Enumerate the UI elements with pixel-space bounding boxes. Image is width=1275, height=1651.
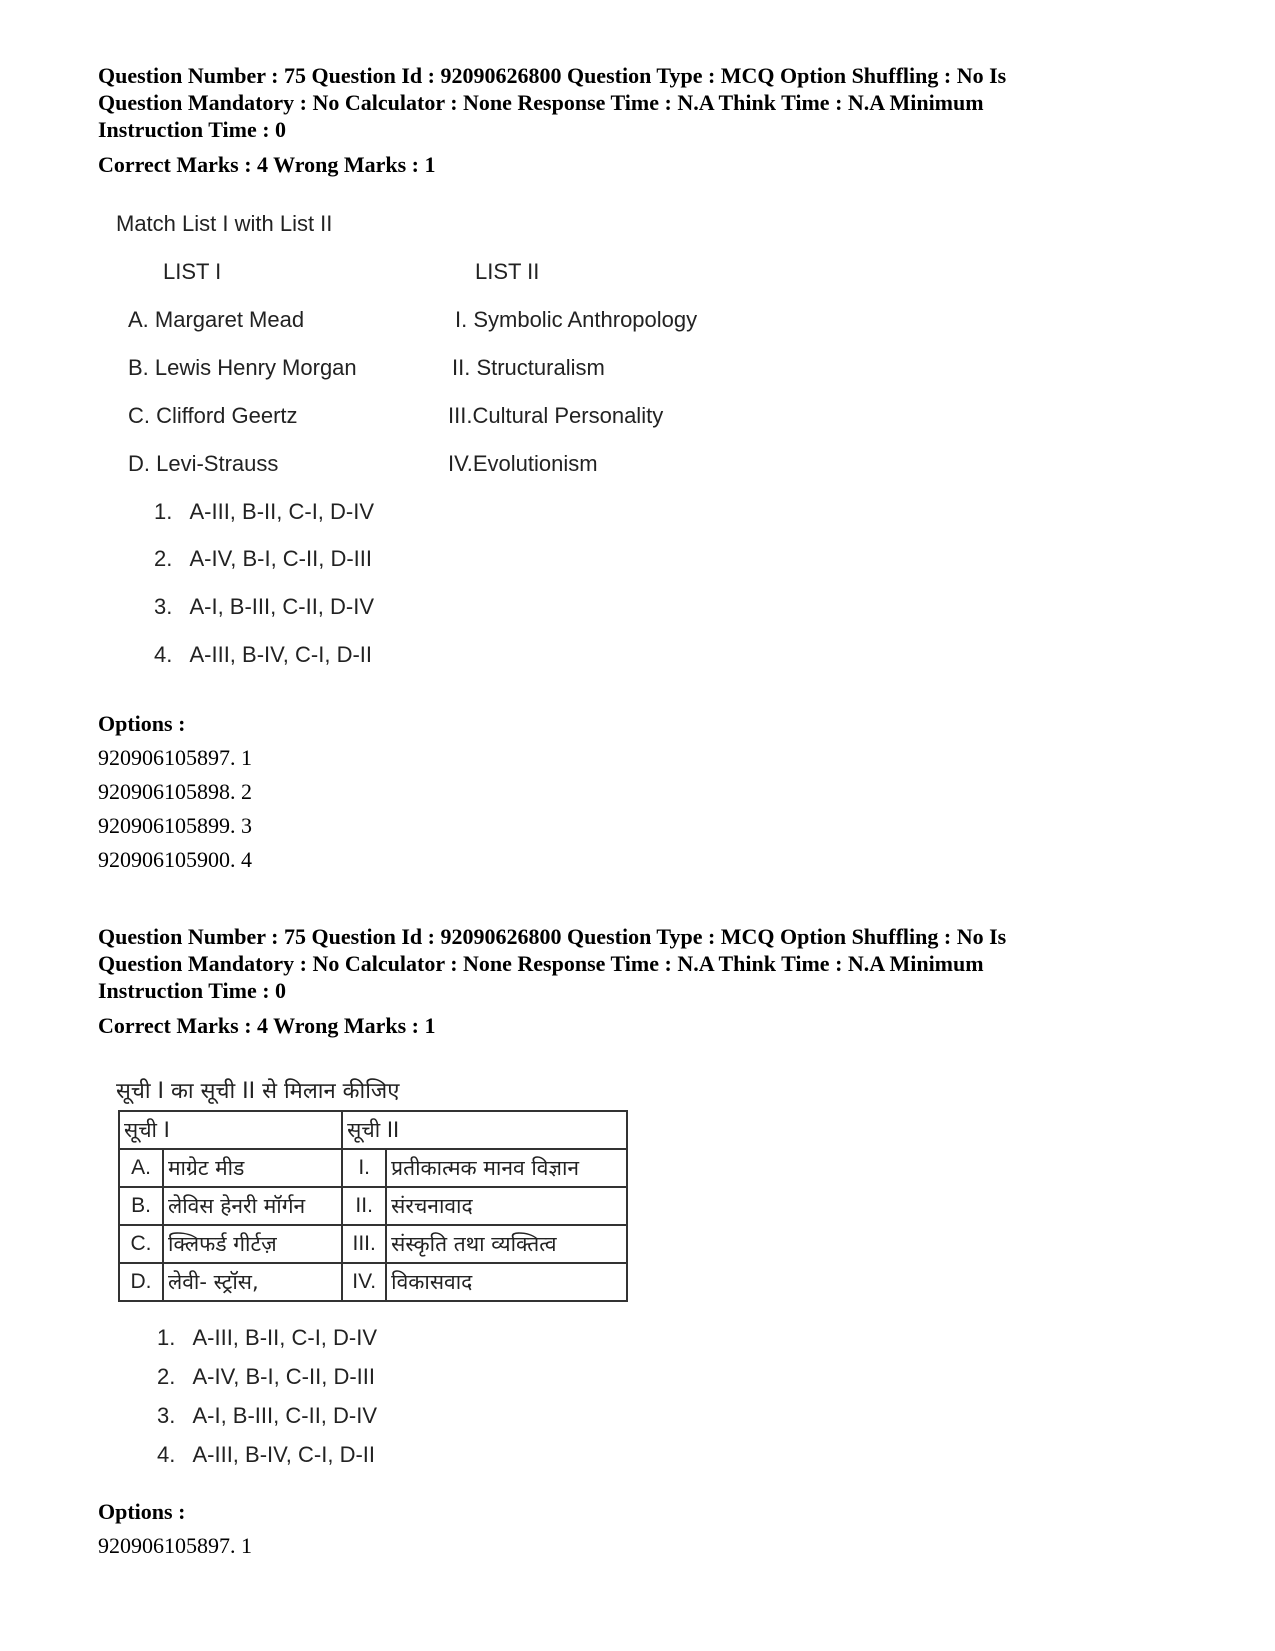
option-item: 920906105897. 1 <box>98 1533 252 1558</box>
list1-item: A. Margaret Mead <box>128 307 305 332</box>
question-title: सूची I का सूची II से मिलान कीजिए <box>116 1079 400 1104</box>
list1-item: D. Levi-Strauss <box>128 451 279 476</box>
row-numeral: I. <box>342 1149 386 1187</box>
list2-cell: संरचनावाद <box>386 1187 627 1225</box>
options-section-2 <box>98 1498 1178 1563</box>
list1-item: B. Lewis Henry Morgan <box>128 355 357 380</box>
table-row <box>119 1263 627 1301</box>
row-numeral: IV. <box>342 1263 386 1301</box>
row-numeral: II. <box>342 1187 386 1225</box>
table-header-row <box>119 1111 627 1149</box>
option-item: 920906105898. 2 <box>98 779 252 804</box>
list2-item: II. Structuralism <box>452 355 605 380</box>
list2-cell: विकासवाद <box>386 1263 627 1301</box>
list2-item: IV.Evolutionism <box>448 451 598 476</box>
list1-cell: लेवी- स्ट्रॉस, <box>163 1263 342 1301</box>
option-item: 920906105900. 4 <box>98 847 252 872</box>
list2-item: III.Cultural Personality <box>448 403 664 428</box>
table-row <box>119 1187 627 1225</box>
question-title: Match List I with List II <box>116 211 333 236</box>
meta-line: Instruction Time : 0 <box>98 117 287 142</box>
options-label: Options : <box>98 711 186 736</box>
answer-choice: 3. A-I, B-III, C-II, D-IV <box>154 594 375 619</box>
answer-choice: 3. A-I, B-III, C-II, D-IV <box>157 1403 378 1428</box>
row-numeral: III. <box>342 1225 386 1263</box>
answer-choice: 1. A-III, B-II, C-I, D-IV <box>154 499 375 524</box>
meta-line: Question Number : 75 Question Id : 92090626800 Question Type : MCQ Option Shuffling : No Is <box>98 63 1007 88</box>
list2-cell: संस्कृति तथा व्यक्तित्व <box>386 1225 627 1263</box>
answer-choice: 1. A-III, B-II, C-I, D-IV <box>157 1325 378 1350</box>
question-header-2 <box>98 923 1178 1039</box>
table-header: सूची I <box>119 1111 342 1149</box>
list1-cell: क्लिफर्ड गीर्टज़ <box>163 1225 342 1263</box>
row-letter: D. <box>119 1263 163 1301</box>
row-letter: B. <box>119 1187 163 1225</box>
list1-cell: माग्रेट मीड <box>163 1149 342 1187</box>
option-item: 920906105899. 3 <box>98 813 252 838</box>
list2-heading: LIST II <box>475 259 540 284</box>
options-label: Options : <box>98 1499 186 1524</box>
table-row <box>119 1149 627 1187</box>
row-letter: A. <box>119 1149 163 1187</box>
list2-cell: प्रतीकात्मक मानव विज्ञान <box>386 1149 627 1187</box>
answer-choice: 4. A-III, B-IV, C-I, D-II <box>154 642 373 667</box>
row-letter: C. <box>119 1225 163 1263</box>
meta-line: Question Number : 75 Question Id : 92090626800 Question Type : MCQ Option Shuffling : No Is <box>98 924 1007 949</box>
list2-item: I. Symbolic Anthropology <box>455 307 698 332</box>
question-header-1 <box>98 62 1178 178</box>
meta-line: Question Mandatory : No Calculator : None Response Time : N.A Think Time : N.A Minimum <box>98 90 984 115</box>
marks-line: Correct Marks : 4 Wrong Marks : 1 <box>98 1013 436 1038</box>
answer-choice: 2. A-IV, B-I, C-II, D-III <box>157 1364 376 1389</box>
match-table <box>118 1110 628 1302</box>
list1-item: C. Clifford Geertz <box>128 403 298 428</box>
table-row <box>119 1225 627 1263</box>
meta-line: Instruction Time : 0 <box>98 978 287 1003</box>
option-item: 920906105897. 1 <box>98 745 252 770</box>
meta-line: Question Mandatory : No Calculator : None Response Time : N.A Think Time : N.A Minimum <box>98 951 984 976</box>
answer-choice: 2. A-IV, B-I, C-II, D-III <box>154 546 373 571</box>
list1-heading: LIST I <box>163 259 222 284</box>
answer-choice: 4. A-III, B-IV, C-I, D-II <box>157 1442 376 1467</box>
list1-cell: लेविस हेनरी मॉर्गन <box>163 1187 342 1225</box>
options-section-1 <box>98 710 1178 877</box>
marks-line: Correct Marks : 4 Wrong Marks : 1 <box>98 152 436 177</box>
table-header: सूची II <box>342 1111 627 1149</box>
